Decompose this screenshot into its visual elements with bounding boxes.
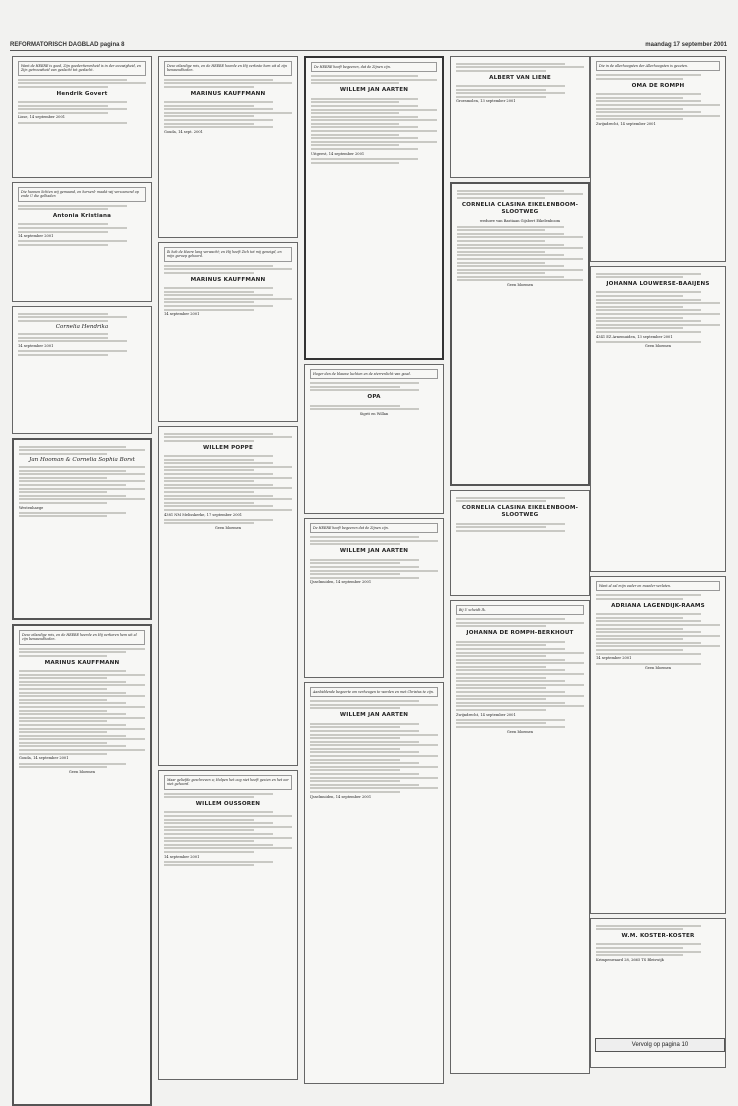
- verse: Deze eilandige reis, en de HEERE hoorde en Hij verloste hem uit al zijn benauwdheden.: [164, 61, 292, 76]
- sign-off: Geen bloemen: [506, 729, 534, 734]
- issue-date: maandag 17 september 2001: [645, 42, 727, 48]
- announcement: [158, 426, 298, 766]
- announcement-name: OPA: [367, 394, 381, 401]
- announcement: [590, 266, 726, 572]
- announcement: [12, 624, 152, 1106]
- paper-name: REFORMATORISCH DAGBLAD pagina 8: [10, 42, 125, 48]
- announcement-name: WILLEM POPPE: [203, 444, 253, 451]
- announcement-name: MARINUS KAUFFMANN: [190, 90, 266, 97]
- announcement-name: MARINUS KAUFFMANN: [190, 276, 266, 283]
- verse: Die in de allerhoogsten der Allerhoogsten is gezeten.: [596, 61, 720, 71]
- column-1: [12, 56, 152, 1056]
- announcement-place: 14 september 2001: [164, 854, 200, 859]
- announcement-name: ADRIANA LAGENDIJK-RAAMS: [611, 602, 705, 609]
- sign-off: Geen bloemen: [506, 283, 534, 288]
- announcement: [12, 182, 152, 302]
- announcement: [450, 182, 590, 486]
- announcement-name: WILLEM JAN AARTEN: [339, 548, 409, 555]
- announcement-place: 14 september 2001: [596, 656, 632, 661]
- announcement-name: Hendrik Govert: [56, 90, 108, 97]
- announcement-place: Zwijndrecht, 14 september 2001: [456, 712, 516, 717]
- announcement-place: IJsselmuiden, 14 september 2001: [310, 580, 372, 585]
- announcement: [590, 576, 726, 914]
- announcement-name: WILLEM OUSSOREN: [195, 801, 261, 808]
- announcement-name: Jan Hooman & Cornelia Sophia Borst: [29, 456, 135, 463]
- sign-off: Geen bloemen: [68, 769, 96, 774]
- verse: Aanbiddende begeerte om verheugen te worden en met Christus te zijn.: [310, 687, 438, 697]
- announcement-place: 4381 NM Melisskerke, 17 september 2001: [164, 512, 243, 517]
- announcement: [158, 770, 298, 1080]
- verse: Die hunnen lichten wij gemaand, en hersenl- maakt wij verzoenend op ende U die gelhaden: [18, 187, 146, 202]
- announcement-name: CORNELIA CLASINA EIKELENBOOM-SLOOTWEG: [461, 505, 579, 519]
- announcement: [450, 490, 590, 596]
- announcement-name: JOHANNA DE ROMPH-BERKHOUT: [466, 630, 574, 637]
- verse: Want de HEERE is goed, Zijn goedertierenheid is in der eeuwigheid, en Zijn getrouwheid van geslacht tot geslacht.: [18, 61, 146, 76]
- verse: De HEERE heeft begeeren, dat de Zijnen zijn.: [311, 62, 437, 72]
- announcement-place: Krimpenwaard 28, 2665 TS Bleiswijk: [596, 957, 664, 962]
- continued-on-page-label: Vervolg op pagina 10: [595, 1038, 725, 1052]
- verse: Maar geliefde geschreven u; Holpen het oog niet heeft gezien en het oor niet gehoord.: [164, 775, 292, 790]
- announcement-name: Antonia Kristiana: [52, 213, 112, 220]
- sign-off: Sigrit en Willan: [359, 411, 389, 416]
- column-4: [450, 56, 590, 1056]
- sign-off: Geen bloemen: [644, 666, 672, 671]
- announcement-name: MARINUS KAUFFMANN: [44, 659, 120, 666]
- announcement: [304, 56, 444, 360]
- announcement: [12, 438, 152, 620]
- announcement-name: ALBERT VAN LIENE: [489, 74, 551, 81]
- announcement-place: Westenhaege: [19, 505, 44, 510]
- announcement-place: IJsselmuiden, 14 september 2001: [310, 794, 372, 799]
- announcement-name: OMA DE ROMPH: [631, 82, 685, 89]
- announcement-name: CORNELIA CLASINA EIKELENBOOM-SLOOTWEG: [461, 201, 579, 216]
- announcement-place: 14 september 2001: [18, 343, 54, 348]
- announcement-name: WILLEM JAN AARTEN: [339, 712, 409, 719]
- column-5: [590, 56, 726, 1056]
- verse: Ik heb de Heere lang verwacht; en Hij heeft Zich tot mij geneigd, en mijn geroep gehoord.: [164, 247, 292, 262]
- announcement: [12, 56, 152, 178]
- announcement-subtitle: weduwe van Bastiaan Gijsbert Eikelenboom: [479, 219, 561, 224]
- announcement-place: Groesmolen, 13 september 2001: [456, 99, 516, 104]
- announcement: [304, 364, 444, 514]
- announcement: [590, 56, 726, 262]
- announcement-place: 4341 EZ Arnemuiden, 13 september 2001: [596, 334, 673, 339]
- announcement-name: Cornelia Hendrika: [55, 323, 109, 330]
- sign-off: Geen bloemen: [214, 526, 242, 530]
- verse: De HEERE heeft begeeren dat de Zijnen zijn.: [310, 523, 438, 533]
- announcement-name: W.M. KOSTER-KOSTER: [621, 933, 695, 940]
- announcement: [158, 242, 298, 422]
- announcement: [158, 56, 298, 238]
- column-3: [304, 56, 444, 1056]
- announcement-place: Zwijndrecht, 14 september 2001: [596, 121, 656, 126]
- announcement-place: Uitgeest, 14 september 2001: [311, 151, 365, 156]
- announcement-name: JOHANNA LOUWERSE-BAAIJENS: [606, 281, 710, 288]
- announcement-place: Gouda, 14 sept. 2001: [164, 129, 203, 134]
- verse: Bij U scheidt Ik.: [456, 605, 584, 615]
- announcement: [304, 682, 444, 1084]
- announcement: [450, 56, 590, 178]
- announcement-place: Lisse, 14 september 2001: [18, 115, 66, 120]
- masthead: [10, 36, 727, 51]
- announcement: [12, 306, 152, 434]
- sign-off: Geen bloemen: [644, 344, 672, 349]
- announcement: [304, 518, 444, 678]
- verse: Want al zal mijn vader en moeder verlaten.: [596, 581, 720, 591]
- announcement-place: 14 september 2001: [164, 312, 200, 317]
- verse: Hoger dan de blauwe luchten en de sterrenlicht van goud.: [310, 369, 438, 379]
- verse: Deze eilandige reis, en de HEERE heerde en Hij verkoren hem uit al zijn benauwdheden.: [19, 630, 145, 645]
- announcement-place: Gouda, 14 september 2001: [19, 756, 69, 761]
- announcement-place: 14 september 2001: [18, 234, 54, 239]
- announcement: [450, 600, 590, 1074]
- column-2: [158, 56, 298, 1056]
- announcement-name: WILLEM JAN AARTEN: [339, 87, 409, 94]
